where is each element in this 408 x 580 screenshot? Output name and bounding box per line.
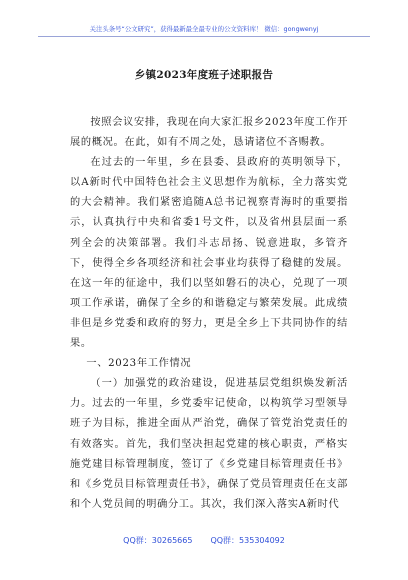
footer-qq-group-1: QQ群：30265665 — [123, 536, 193, 545]
subsection-paragraph: （一）加强党的政治建设，促进基层党组织焕发新活力。过去的一年里，乡党委牢记使命，以构筑学习型领导班子为目标，推进全面从严治党，确保了管党治党责任的有效落实。首先，我们坚决担起党建的核心职责，严格实施党建目标管理制度，签订了《乡党建目标管理责任书》和《乡党员目标管理责任书》，确保了党员管理责任在支部和个人党员间的明确分工。其次，我们深入落实A新时代 — [70, 378, 348, 510]
overview-paragraph: 在过去的一年里，乡在县委、县政府的英明领导下，以A新时代中国特色社会主义思想作为航标，全力落实党的大会精神。我们紧密追随A总书记视察青海时的重要指示，认真执行中央和省委1号文件，以及省州县层面一系列全会的决策部署。我们斗志昂扬、锐意进取，多管齐下，使得全乡各项经济和社会事业均获得了稳健的发展。在这一年的征途中，我们以坚如磐石的决心，兑现了一项项工作承诺，确保了全乡的和谐稳定与繁荣发展。此成绩非但是乡党委和政府的努力，更是全乡上下共同协作的结果。 — [70, 157, 348, 350]
intro-paragraph: 按照会议安排，我现在向大家汇报乡2023年度工作开展的概况。在此，如有不周之处，恳请诸位不吝赐教。 — [70, 117, 348, 149]
footer-qq-group-2: QQ群：535304092 — [210, 536, 285, 545]
document-body — [70, 113, 348, 515]
footer — [0, 535, 408, 546]
header-banner: 关注头条号“公文研究”，获得最新最全最专业的公文资料库！ 微信：gongwenyj — [89, 25, 319, 33]
header-divider — [38, 36, 370, 37]
document-title: 乡镇2023年度班子述职报告 — [134, 69, 274, 81]
section-heading: 一、2023年工作情况 — [86, 358, 192, 370]
